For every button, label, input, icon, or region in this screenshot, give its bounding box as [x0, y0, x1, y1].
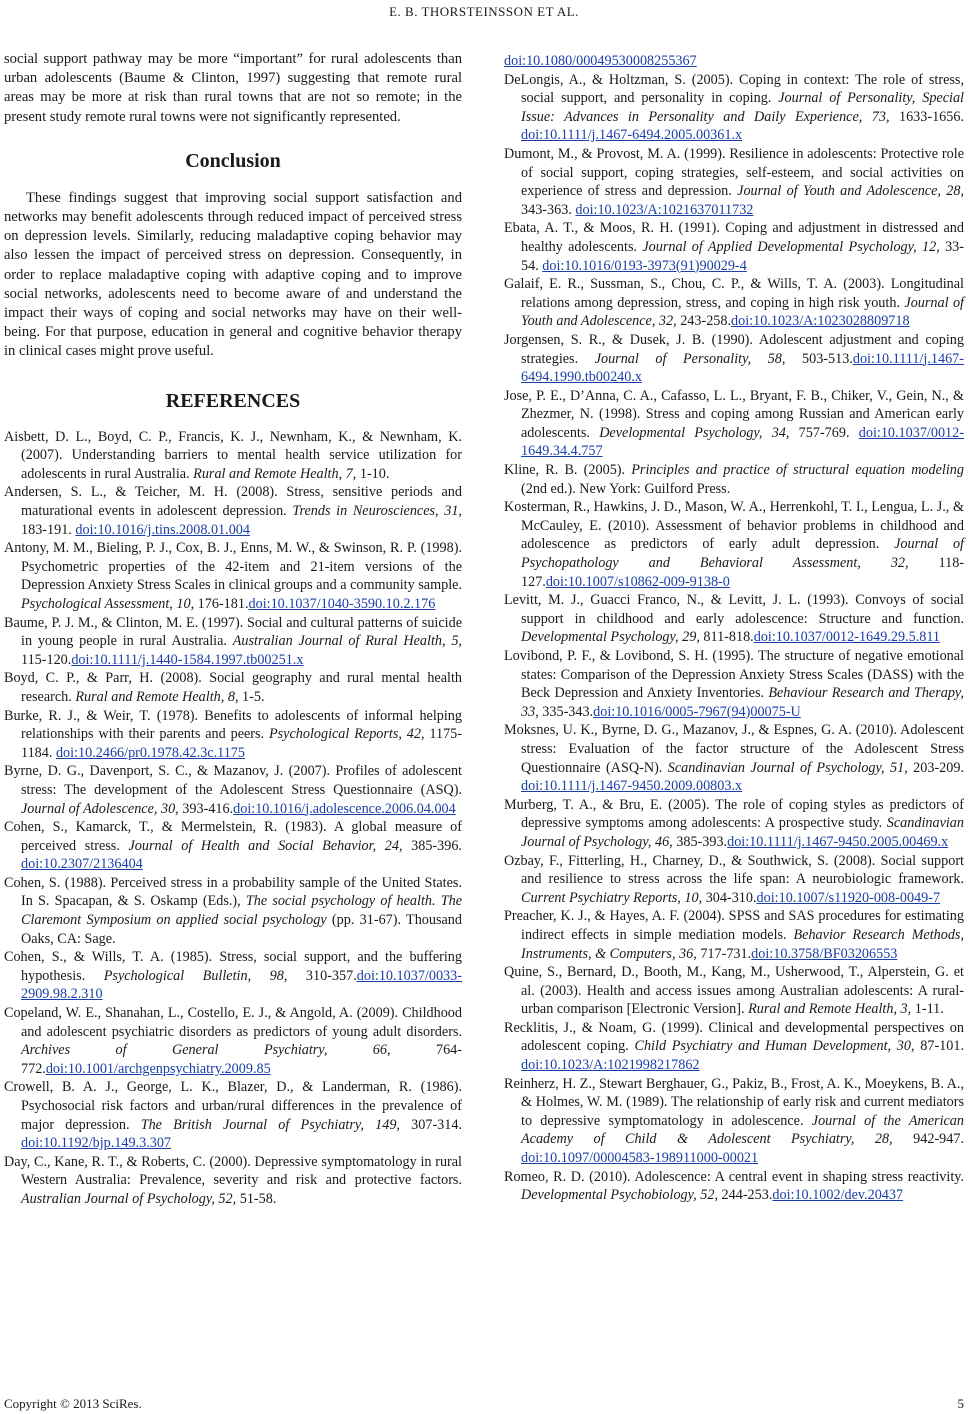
- reference-source: Journal of Personality, Special Issue: Advances in Personality and Daily Experience, 73,: [521, 90, 964, 125]
- reference-entry: [4, 948, 462, 1004]
- reference-text: Galaif, E. R., Sussman, S., Chou, C. P., & Wills, T. A. (2003). Longitudinal relations among depression, stress, and coping in high risk youth.: [504, 276, 964, 311]
- left-column: [4, 50, 462, 1209]
- reference-entry: [504, 721, 964, 795]
- reference-entry: [504, 852, 964, 908]
- running-header: E. B. THORSTEINSSON ET AL.: [389, 4, 579, 19]
- reference-pages: 1175-1184.: [21, 726, 462, 761]
- reference-entry: [4, 614, 462, 670]
- reference-pages: 764-772.: [21, 1042, 462, 1077]
- reference-entry: [4, 539, 462, 613]
- doi-link[interactable]: doi:10.1023/A:1021998217862: [521, 1057, 700, 1074]
- reference-pages: 757-769.: [789, 424, 859, 441]
- reference-entry: [4, 1078, 462, 1152]
- doi-link[interactable]: doi:10.1016/0193-3973(91)90029-4: [542, 257, 747, 274]
- reference-text: Andersen, S. L., & Teicher, M. H. (2008). Stress, sensitive periods and maturational events in adolescent depression.: [4, 484, 462, 520]
- doi-link[interactable]: doi:10.1007/s10862-009-9138-0: [545, 573, 730, 590]
- conclusion-heading: Conclusion: [185, 149, 281, 172]
- reference-pages: 811-818.: [699, 629, 754, 646]
- reference-entry: [504, 275, 964, 331]
- reference-source: Behavior Research Methods, Instruments, & Computers, 36,: [521, 926, 964, 962]
- reference-source: Australian Journal of Psychology, 52,: [21, 1190, 237, 1207]
- reference-entry: [504, 907, 964, 963]
- reference-entry: [504, 387, 964, 461]
- reference-entry: [4, 1004, 462, 1078]
- reference-source: Current Psychiatry Reports, 10,: [521, 889, 703, 906]
- reference-entry: [504, 498, 964, 591]
- doi-link[interactable]: doi:10.1111/j.1440-1584.1997.tb00251.x: [71, 651, 304, 668]
- doi-link[interactable]: doi:10.1007/s11920-008-0049-7: [756, 889, 941, 906]
- reference-pages: 307-314.: [399, 1116, 463, 1133]
- reference-source: Australian Journal of Rural Health, 5,: [232, 633, 462, 650]
- reference-source: Journal of Adolescence, 30,: [21, 800, 179, 817]
- reference-text: Cohen, S., Kamarck, T., & Mermelstein, R. (1983). A global measure of perceived stress.: [4, 819, 462, 854]
- reference-text: Moksnes, U. K., Byrne, D. G., Mazanov, J., & Espnes, G. A. (2010). Adolescent stress: Evaluation of the factor structure of the Adolescent Stress Questionnaire (ASQ-N).: [504, 722, 964, 776]
- page-number: 5: [957, 1396, 964, 1411]
- reference-pages: 385-396.: [402, 837, 462, 854]
- reference-source: Developmental Psychology, 34,: [599, 424, 790, 441]
- doi-link[interactable]: doi:10.1080/00049530008255367: [504, 53, 697, 69]
- reference-entry: [504, 1168, 964, 1205]
- doi-link[interactable]: doi:10.1111/j.1467-6494.2005.00361.x: [521, 127, 743, 144]
- doi-link[interactable]: doi:10.2466/pr0.1978.42.3c.1175: [55, 744, 245, 761]
- reference-text: Kline, R. B. (2005).: [504, 462, 632, 479]
- reference-text: Burke, R. J., & Weir, T. (1978). Benefits to adolescents of informal helping relationships with their parents and peers.: [4, 707, 462, 743]
- doi-link[interactable]: doi:10.1001/archgenpsychiatry.2009.85: [45, 1060, 271, 1077]
- doi-link[interactable]: doi:10.1111/j.1467-9450.2005.00469.x: [727, 833, 949, 850]
- reference-text: Aisbett, D. L., Boyd, C. P., Francis, K. J., Newnham, K., & Newnham, K. (2007). Understanding barriers to mental health service utilization for adolescents in rural Australia.: [4, 428, 462, 482]
- conclusion-paragraph: These findings suggest that improving social support satisfaction and networks may benefit adolescents through reduced impact of perceived stress on depression levels. Similarly, reducing maladaptive coping behavior may also lessen the impact of perceived stress on depression. Consequently, in order to replace maladaptive coping with adaptive coping and to improve social networks, adolescents need to become aware of and understand the impact their ways of coping and social networks may have on their well-being. For that purpose, education in general and cognitive behavior therapy in clinical cases might prove useful.: [4, 189, 462, 360]
- reference-pages: 1633-1656.: [889, 108, 964, 125]
- reference-entry: [4, 669, 462, 706]
- reference-entry: [504, 219, 964, 275]
- reference-pages: 51-58.: [236, 1190, 277, 1207]
- doi-link[interactable]: doi:10.3758/BF03206553: [751, 945, 898, 962]
- reference-source: Psychological Reports, 42,: [268, 726, 425, 743]
- reference-pages: 503-513.: [785, 350, 853, 367]
- reference-pages: 243-258.: [676, 313, 732, 330]
- reference-source: Journal of Youth and Adolescence, 28,: [737, 183, 964, 200]
- reference-source: Rural and Remote Health, 3,: [748, 1001, 912, 1018]
- reference-entry: [4, 818, 462, 874]
- reference-entry: [504, 461, 964, 498]
- reference-source: The British Journal of Psychiatry, 149,: [140, 1116, 400, 1133]
- reference-entry: [4, 874, 462, 948]
- doi-link[interactable]: doi:10.1037/1040-3590.10.2.176: [248, 595, 436, 612]
- reference-source: Child Psychiatry and Human Development, 30,: [634, 1038, 915, 1055]
- doi-link[interactable]: doi:10.1037/0033-2909.98.2.310: [21, 967, 462, 1003]
- reference-pages: 176-181.: [194, 595, 249, 612]
- reference-text: Levitt, M. J., Guacci Franco, N., & Levitt, J. L. (1993). Convoys of social support in childhood and early adolescence: Structure and function.: [504, 592, 964, 627]
- reference-entry: [4, 428, 462, 484]
- reference-text: Dumont, M., & Provost, M. A. (1999). Resilience in adolescents: Protective role of social support, coping strategies, self-esteem, and social activities on experience of stress and depression.: [504, 145, 964, 200]
- reference-pages: 335-343.: [538, 703, 594, 720]
- reference-text: Kosterman, R., Hawkins, J. D., Mason, W. A., Herrenkohl, T. I., Lengua, L. J., & McCauley, E. (2010). Assessment of behavior problems in childhood and adolescence as predictors of early adult depression.: [504, 499, 964, 553]
- reference-pages: (2nd ed.). New York: Guilford Press.: [521, 480, 731, 497]
- doi-link[interactable]: doi:10.2307/2136404: [21, 856, 143, 873]
- doi-link[interactable]: doi:10.1037/0012-1649.29.5.811: [753, 629, 941, 646]
- reference-pages: 1-5.: [238, 688, 265, 705]
- reference-source: Psychological Assessment, 10,: [21, 595, 195, 612]
- reference-entry: [4, 1153, 462, 1209]
- reference-text: Ozbay, F., Fitterling, H., Charney, D., & Southwick, S. (2008). Social support and resilience to stress across the life span: A neurobiologic framework.: [504, 852, 964, 888]
- reference-text: Romeo, R. D. (2010). Adolescence: A central event in shaping stress reactivity.: [504, 1168, 964, 1185]
- reference-source: Trends in Neurosciences, 31,: [292, 503, 462, 520]
- reference-source: Archives of General Psychiatry, 66,: [21, 1042, 391, 1059]
- reference-source: Journal of Applied Developmental Psychology, 12,: [642, 238, 940, 255]
- reference-entry: [504, 1075, 964, 1168]
- reference-source: Rural and Remote Health, 8,: [75, 688, 239, 705]
- reference-source: Journal of Youth and Adolescence, 32,: [521, 294, 964, 330]
- reference-list-left: [4, 428, 462, 1209]
- reference-list-right: [504, 52, 964, 1205]
- reference-source: Journal of Personality, 58,: [594, 350, 786, 367]
- reference-source: Rural and Remote Health, 7,: [193, 465, 357, 482]
- reference-text: Lovibond, P. F., & Lovibond, S. H. (1995). The structure of negative emotional states: Comparison of the Depression Anxiety Stress Scales (DASS) with the Beck Depression and Anxiety Inventories.: [504, 648, 964, 702]
- reference-source: Developmental Psychology, 29,: [521, 629, 700, 646]
- reference-pages: 87-101.: [914, 1038, 964, 1055]
- reference-entry: [4, 707, 462, 763]
- reference-entry: [4, 483, 462, 539]
- reference-pages: 942-947.: [892, 1131, 964, 1148]
- reference-pages: 1-11.: [911, 1001, 944, 1018]
- reference-entry: [4, 762, 462, 818]
- reference-pages: 304-310.: [702, 889, 757, 906]
- doi-link[interactable]: doi:10.1023/A:1021637011732: [575, 201, 754, 218]
- reference-pages: 183-191.: [21, 521, 76, 538]
- footer-copyright: Copyright © 2013 SciRes.: [4, 1396, 142, 1411]
- doi-link[interactable]: doi:10.1111/j.1467-9450.2009.00803.x: [521, 778, 743, 795]
- reference-pages: 118-127.: [521, 555, 965, 590]
- reference-source: Psychological Bulletin, 98,: [103, 967, 288, 984]
- doi-link[interactable]: doi:10.1037/0012-1649.34.4.757: [521, 424, 964, 460]
- reference-source: The social psychology of health. The Claremont Symposium on applied social psychology: [21, 893, 462, 929]
- reference-text: Boyd, C. P., & Parr, H. (2008). Social geography and rural mental health research.: [4, 670, 462, 705]
- intro-paragraph: social support pathway may be more “important” for rural adolescents than urban adolescents (Baume & Clinton, 1997) suggesting that remote rural areas may be more at risk than rural towns that are not so remote; in the present study remote rural towns were not significantly represented.: [4, 51, 462, 125]
- doi-link[interactable]: doi:10.1016/0005-7967(94)00075-U: [593, 703, 801, 720]
- doi-link[interactable]: doi:10.1016/j.adolescence.2006.04.004: [233, 800, 456, 817]
- doi-link[interactable]: doi:10.1097/00004583-198911000-00021: [521, 1150, 759, 1167]
- reference-pages: 310-357.: [287, 967, 357, 984]
- references-heading: REFERENCES: [165, 389, 301, 412]
- reference-text: Jose, P. E., D’Anna, C. A., Cafasso, L. L., Bryant, F. B., Chiker, V., Gein, N., & Zhezmer, N. (1998). Stress and coping among Russian and American early adolescents.: [504, 387, 964, 441]
- reference-entry: [504, 591, 964, 647]
- doi-link[interactable]: doi:10.1111/j.1467-6494.1990.tb00240.x: [521, 350, 964, 386]
- doi-link[interactable]: doi:10.1023/A:1023028809718: [731, 313, 910, 330]
- reference-source: Scandinavian Journal of Psychology, 46,: [521, 815, 964, 850]
- reference-source: Behaviour Research and Therapy, 33,: [521, 685, 964, 720]
- reference-source: Principles and practice of structural equation modeling: [631, 462, 964, 479]
- reference-entry: [504, 647, 964, 721]
- reference-pages: 717-731.: [696, 945, 752, 962]
- reference-source: Developmental Psychobiology, 52,: [521, 1187, 718, 1204]
- reference-pages: 1-10.: [356, 465, 390, 482]
- reference-entry: [504, 963, 964, 1019]
- doi-link[interactable]: doi:10.1016/j.tins.2008.01.004: [75, 521, 250, 538]
- reference-text: Antony, M. M., Bieling, P. J., Cox, B. J., Enns, M. W., & Swinson, R. P. (1998). Psychometric properties of the 42-item and 21-item versions of the Depression Anxiety Stress Scales in clinical groups and a community sample.: [4, 540, 462, 594]
- reference-source: Scandinavian Journal of Psychology, 51,: [667, 759, 908, 776]
- doi-link[interactable]: doi:10.1192/bjp.149.3.307: [21, 1135, 172, 1152]
- reference-entry: [504, 1019, 964, 1075]
- reference-text: Recklitis, J., & Noam, G. (1999). Clinical and developmental perspectives on adolescent coping.: [504, 1019, 964, 1055]
- reference-text: Reinherz, H. Z., Stewart Berghauer, G., Pakiz, B., Frost, A. K., Moeykens, B. A., & Holmes, W. M. (1989). The relationship of early risk and current mediators to depressive symptomatology in adolescence.: [504, 1075, 964, 1129]
- reference-text: Byrne, D. G., Davenport, S. C., & Mazanov, J. (2007). Profiles of adolescent stress: The development of the Adolescent Stress Questionnaire (ASQ).: [4, 763, 462, 798]
- doi-link[interactable]: doi:10.1002/dev.20437: [772, 1187, 904, 1204]
- reference-text: Jorgensen, S. R., & Dusek, J. B. (1990). Adolescent adjustment and coping strategies.: [504, 331, 964, 367]
- reference-entry: [504, 796, 964, 852]
- reference-entry: [504, 52, 964, 71]
- reference-text: Crowell, B. A. J., George, L. K., Blazer, D., & Landerman, R. (1986). Psychosocial risk factors and urban/rural differences in the prevalence of major depression.: [4, 1079, 462, 1133]
- reference-source: Journal of Health and Social Behavior, 24,: [128, 837, 403, 854]
- reference-text: DeLongis, A., & Holtzman, S. (2005). Coping in context: The role of stress, social support, and personality in coping.: [504, 71, 964, 107]
- reference-entry: [504, 71, 964, 145]
- reference-pages: 393-416.: [178, 800, 234, 817]
- reference-text: Ebata, A. T., & Moos, R. H. (1991). Coping and adjustment in distressed and healthy adolescents.: [504, 220, 964, 255]
- reference-text: Baume, P. J. M., & Clinton, M. E. (1997). Social and cultural patterns of suicide in young people in rural Australia.: [4, 614, 462, 650]
- reference-pages: 203-209.: [907, 759, 965, 776]
- reference-text: Murberg, T. A., & Bru, E. (2005). The role of coping styles as predictors of depressive symptoms among adolescents: A prospective study.: [504, 796, 964, 832]
- reference-pages: (pp. 31-67). Thousand Oaks, CA: Sage.: [21, 912, 462, 947]
- reference-pages: 385-393.: [672, 833, 728, 850]
- reference-text: Quine, S., Bernard, D., Booth, M., Kang, M., Usherwood, T., Alperstein, G. et al. (2003). Health and access issues among Australian adolescents: A rural-urban comparison [Electronic Version].: [504, 964, 964, 1018]
- reference-source: Journal of Psychopathology and Behavioral Assessment, 32,: [521, 536, 964, 572]
- reference-text: Preacher, K. J., & Hayes, A. F. (2004). SPSS and SAS procedures for estimating indirect effects in simple mediation models.: [504, 908, 964, 943]
- reference-text: Copeland, W. E., Shanahan, L., Costello, E. J., & Angold, A. (2009). Childhood and adolescent psychiatric disorders as predictors of young adult disorders.: [4, 1005, 462, 1040]
- reference-source: Journal of the American Academy of Child & Adolescent Psychiatry, 28,: [521, 1112, 964, 1148]
- reference-pages: 244-253.: [718, 1187, 773, 1204]
- reference-pages: 33-54.: [521, 238, 964, 274]
- reference-entry: [504, 145, 964, 219]
- reference-pages: 343-363.: [521, 201, 576, 218]
- reference-text: Cohen, S., & Wills, T. A. (1985). Stress, social support, and the buffering hypothesis.: [4, 949, 462, 984]
- reference-text: Cohen, S. (1988). Perceived stress in a probability sample of the United States. In S. Spacapan, & S. Oskamp (Eds.),: [4, 874, 462, 910]
- reference-text: Day, C., Kane, R. T., & Roberts, C. (2000). Depressive symptomatology in rural Western Australia: Prevalence, severity and risk and protective factors.: [4, 1153, 462, 1189]
- reference-pages: 115-120.: [21, 651, 72, 668]
- reference-entry: [504, 331, 964, 387]
- right-column: [504, 52, 964, 1205]
